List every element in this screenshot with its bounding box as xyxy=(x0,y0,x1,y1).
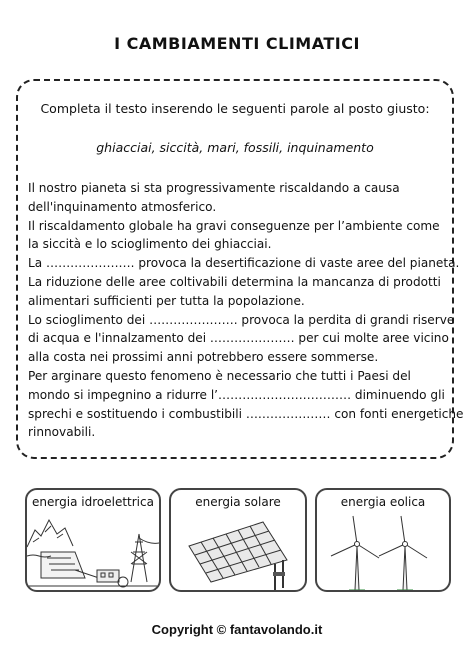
copyright-text: Copyright © fantavolando.it xyxy=(151,622,323,637)
paragraph-line: Lo scioglimento dei …………………. provoca la perdita di grandi riserve xyxy=(28,312,455,327)
card-wind-label: energia eolica xyxy=(340,495,426,509)
solar-panel-illustration xyxy=(171,512,307,592)
wind-turbine-illustration xyxy=(317,512,451,592)
card-hydro xyxy=(25,488,161,592)
paragraph-line: Il nostro pianeta si sta progressivamente riscaldando a causa xyxy=(28,181,400,195)
dam-illustration xyxy=(27,512,161,592)
paragraph-line: La …………………. provoca la desertificazione di vaste aree del pianeta. xyxy=(28,256,460,271)
paragraph-line: rinnovabili. xyxy=(28,425,96,440)
card-hydro-label: energia idroelettrica xyxy=(32,495,154,509)
paragraph-line: alla costa nei prossimi anni potrebbero essere sommerse. xyxy=(28,350,379,365)
paragraph-line: alimentari sufficienti per tutta la popolazione. xyxy=(28,293,305,308)
paragraph-line: di acqua e l'innalzamento dei ………………… per cui molte aree vicino xyxy=(28,331,449,346)
paragraph-line: mondo si impegnino a ridurre l’…………………………… diminuendo gli xyxy=(28,387,445,402)
paragraph-line: Per arginare questo fenomeno è necessario che tutti i Paesi del xyxy=(28,368,411,383)
paragraph-line: dell'inquinamento atmosferico. xyxy=(28,199,217,214)
card-solar xyxy=(169,488,307,592)
instruction-text: Completa il testo inserendo le seguenti parole al posto giusto: xyxy=(40,101,430,116)
paragraph-line: La riduzione delle aree coltivabili determina la mancanza di prodotti xyxy=(28,274,441,289)
page-title: I CAMBIAMENTI CLIMATICI xyxy=(114,34,360,53)
card-solar-label: energia solare xyxy=(195,495,281,509)
paragraph-line: la siccità e lo scioglimento dei ghiacciai. xyxy=(28,237,272,252)
word-bank: ghiacciai, siccità, mari, fossili, inquinamento xyxy=(96,140,374,155)
exercise-paragraph xyxy=(28,179,464,442)
card-wind xyxy=(315,488,451,592)
paragraph-line: sprechi e sostituendo i combustibili ………………… con fonti energetiche xyxy=(28,406,464,421)
paragraph-line: Il riscaldamento globale ha gravi conseguenze per l’ambiente come xyxy=(28,218,440,233)
